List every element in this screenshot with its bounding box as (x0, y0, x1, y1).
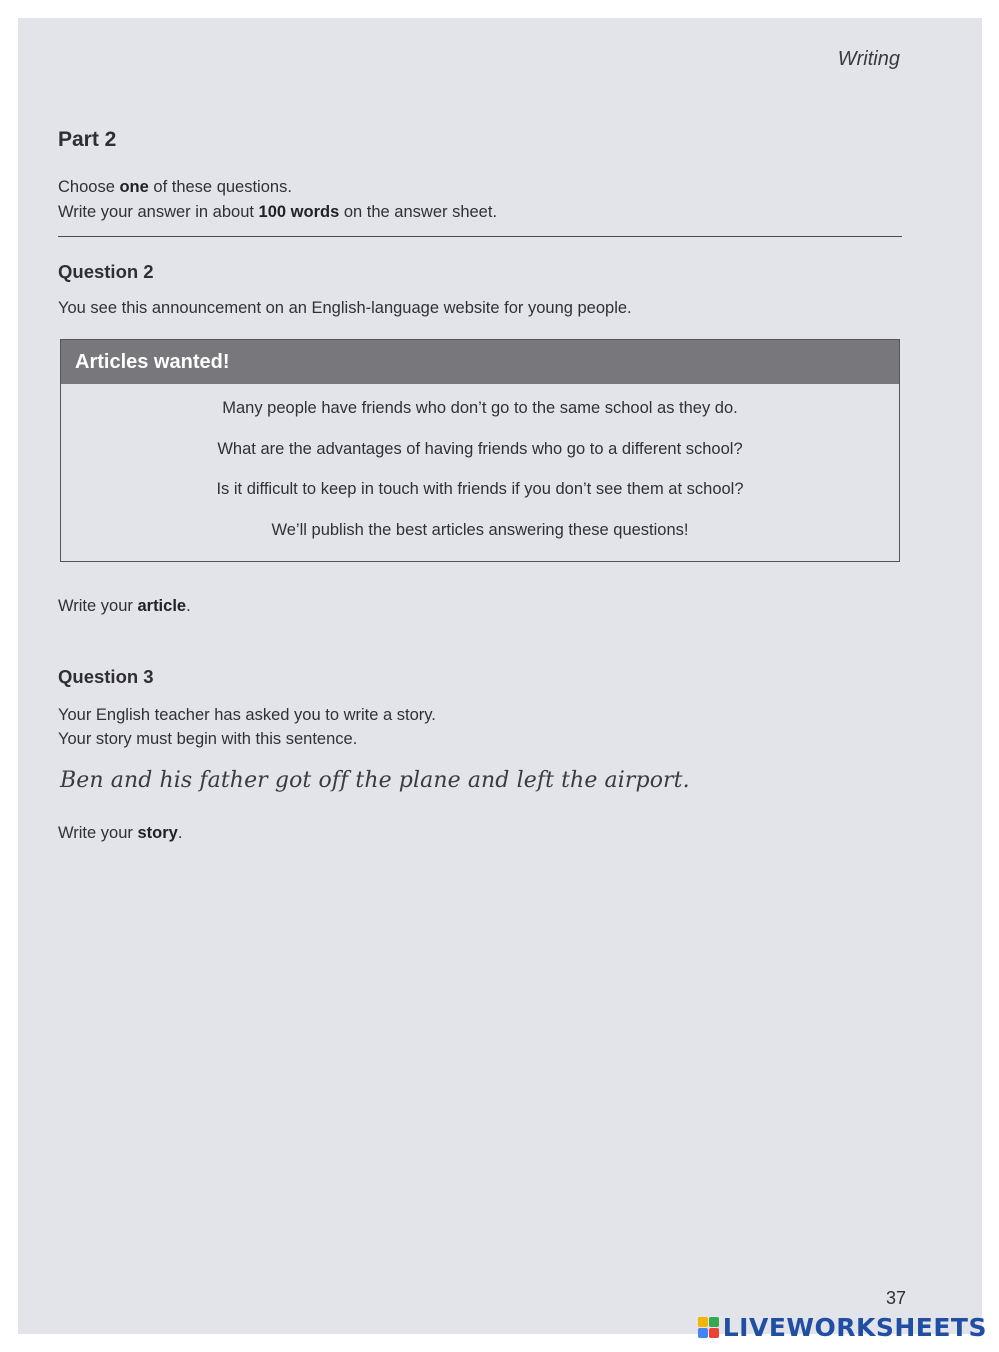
watermark-text: LIVEWORKSHEETS (722, 1313, 987, 1342)
liveworksheets-watermark (698, 1313, 987, 1342)
logo-square (709, 1328, 719, 1338)
instruction-line-2: Write your answer in about 100 words on the answer sheet. (58, 203, 498, 221)
question-2-task: Write your article. (58, 597, 191, 615)
question-3-heading: Question 3 (58, 666, 154, 687)
announcement-line: What are the advantages of having friends who go to a different school? (217, 439, 743, 458)
announcement-title: Articles wanted! (61, 340, 899, 384)
page-number: 37 (885, 1288, 906, 1308)
part-title: Part 2 (58, 128, 117, 151)
announcement-line: Many people have friends who don’t go to the same school as they do. (222, 399, 738, 417)
question-2-heading: Question 2 (58, 261, 154, 282)
logo-square (709, 1317, 719, 1327)
logo-square (698, 1328, 708, 1338)
instructions (58, 175, 497, 225)
section-header: Writing (837, 48, 900, 70)
logo-square (698, 1317, 708, 1327)
section-divider (58, 236, 902, 237)
question-2-intro: You see this announcement on an English-language website for young people. (58, 299, 632, 317)
worksheet-page (18, 18, 982, 1334)
question-3-line-1: Your English teacher has asked you to write a story. (58, 706, 436, 724)
question-3-instructions (58, 703, 436, 751)
question-3-task: Write your story. (58, 824, 183, 842)
announcement-box (60, 339, 900, 562)
story-opening-sentence: Ben and his father got off the plane and left the airport. (60, 768, 690, 793)
announcement-line: We’ll publish the best articles answering these questions! (271, 520, 689, 539)
liveworksheets-logo-icon (698, 1317, 719, 1338)
announcement-body (61, 384, 899, 540)
instruction-line-1: Choose one of these questions. (58, 178, 292, 196)
announcement-line: Is it difficult to keep in touch with friends if you don’t see them at school? (216, 480, 744, 498)
question-3-line-2: Your story must begin with this sentence. (58, 730, 358, 748)
